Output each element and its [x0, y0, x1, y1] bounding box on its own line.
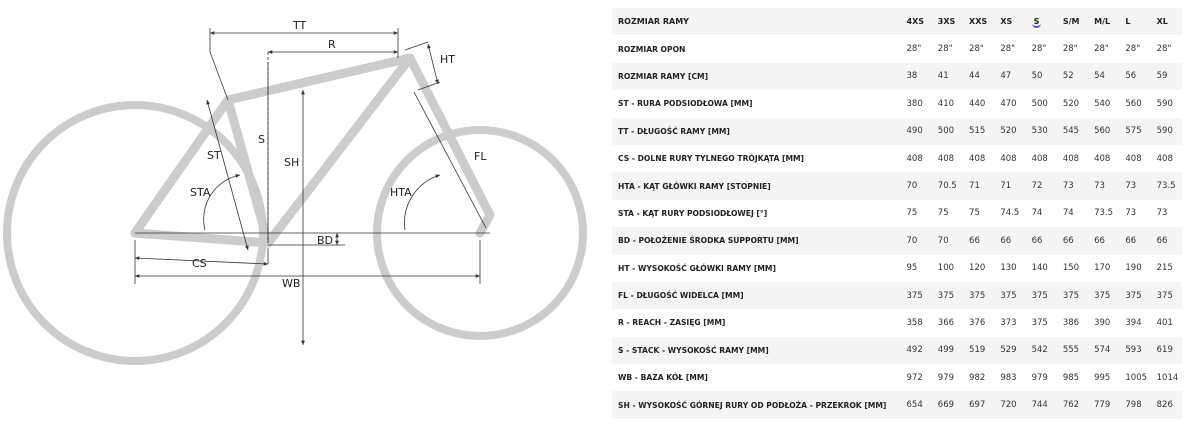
row-label: WB - BAZA KÓŁ [MM]	[612, 364, 901, 391]
label-ht: HT	[440, 53, 455, 66]
table-cell: 66	[1088, 227, 1119, 254]
label-bd: BD	[317, 234, 334, 247]
table-cell: 375	[932, 282, 963, 309]
table-row	[612, 172, 1182, 199]
table-cell: 215	[1151, 255, 1182, 282]
table-cell: 654	[901, 391, 932, 418]
table-cell: 73	[1119, 172, 1150, 199]
table-cell: 73	[1057, 172, 1088, 199]
table-cell: 74	[1026, 200, 1057, 227]
table-cell: 54	[1088, 63, 1119, 90]
table-cell: 520	[1057, 90, 1088, 117]
table-cell: 492	[901, 337, 932, 364]
row-label: CS - DOLNE RURY TYLNEGO TRÓJKĄTA [MM]	[612, 145, 901, 172]
label-r: R	[328, 38, 336, 51]
bike-frame	[135, 58, 490, 243]
table-cell: 75	[901, 200, 932, 227]
row-label: ROZMIAR OPON	[612, 35, 901, 62]
table-row	[612, 200, 1182, 227]
table-cell: 375	[1088, 282, 1119, 309]
row-label: BD - POŁOŻENIE ŚRODKA SUPPORTU [MM]	[612, 227, 901, 254]
size-tab-label: L	[1125, 17, 1131, 27]
table-cell: 555	[1057, 337, 1088, 364]
size-tab-label: M/L	[1094, 17, 1111, 27]
row-label: SH - WYSOKOŚĆ GÓRNEJ RURY OD PODŁOŻA - PRZEKROK [MM]	[612, 391, 901, 418]
table-cell: 779	[1088, 391, 1119, 418]
row-label: S - STACK - WYSOKOŚĆ RAMY [MM]	[612, 337, 901, 364]
table-cell: 56	[1119, 63, 1150, 90]
table-cell: 375	[1057, 282, 1088, 309]
table-cell: 520	[994, 118, 1025, 145]
table-cell: 70.5	[932, 172, 963, 199]
table-cell: 140	[1026, 255, 1057, 282]
table-cell: 470	[994, 90, 1025, 117]
table-cell: 52	[1057, 63, 1088, 90]
table-cell: 375	[1026, 309, 1057, 336]
row-label: ST - RURA PODSIODŁOWA [MM]	[612, 90, 901, 117]
table-cell: 73.5	[1151, 172, 1182, 199]
table-cell: 408	[1057, 145, 1088, 172]
table-cell: 408	[994, 145, 1025, 172]
table-cell: 490	[901, 118, 932, 145]
table-cell: 519	[963, 337, 994, 364]
table-cell: 515	[963, 118, 994, 145]
table-cell: 28"	[963, 35, 994, 62]
size-tab-label: S/M	[1062, 17, 1080, 27]
header-label: ROZMIAR RAMY	[612, 8, 901, 35]
table-cell: 28"	[932, 35, 963, 62]
table-cell: 73	[1088, 172, 1119, 199]
table-cell: 100	[932, 255, 963, 282]
table-cell: 28"	[901, 35, 932, 62]
table-cell: 47	[994, 63, 1025, 90]
table-row	[612, 255, 1182, 282]
table-cell: 59	[1151, 63, 1182, 90]
table-cell: 375	[1151, 282, 1182, 309]
table-cell: 574	[1088, 337, 1119, 364]
row-label: FL - DŁUGOŚĆ WIDELCA [MM]	[612, 282, 901, 309]
table-row	[612, 337, 1182, 364]
table-cell: 375	[901, 282, 932, 309]
table-cell: 375	[963, 282, 994, 309]
row-label: HTA - KĄT GŁÓWKI RAMY [STOPNIE]	[612, 172, 901, 199]
table-cell: 744	[1026, 391, 1057, 418]
table-row	[612, 90, 1182, 117]
table-cell: 66	[1119, 227, 1150, 254]
geometry-table	[612, 8, 1182, 419]
size-tab-s-m[interactable]	[1057, 8, 1088, 35]
table-cell: 697	[963, 391, 994, 418]
table-cell: 28"	[1026, 35, 1057, 62]
label-hta: HTA	[390, 186, 412, 199]
table-cell: 440	[963, 90, 994, 117]
table-cell: 41	[932, 63, 963, 90]
table-cell: 669	[932, 391, 963, 418]
table-cell: 394	[1119, 309, 1150, 336]
table-cell: 66	[1057, 227, 1088, 254]
table-cell: 66	[1151, 227, 1182, 254]
size-tab-s[interactable]	[1026, 8, 1057, 35]
size-tab-l[interactable]	[1119, 8, 1150, 35]
table-cell: 66	[963, 227, 994, 254]
table-cell: 590	[1151, 118, 1182, 145]
table-cell: 500	[1026, 90, 1057, 117]
table-cell: 1005	[1119, 364, 1150, 391]
table-cell: 50	[1026, 63, 1057, 90]
table-cell: 762	[1057, 391, 1088, 418]
size-tab-3xs[interactable]	[932, 8, 963, 35]
row-label: HT - WYSOKOŚĆ GŁÓWKI RAMY [MM]	[612, 255, 901, 282]
table-row	[612, 145, 1182, 172]
table-cell: 70	[932, 227, 963, 254]
table-row	[612, 282, 1182, 309]
table-cell: 150	[1057, 255, 1088, 282]
table-cell: 66	[994, 227, 1025, 254]
table-cell: 560	[1088, 118, 1119, 145]
table-cell: 28"	[1119, 35, 1150, 62]
row-label: ROZMIAR RAMY [CM]	[612, 63, 901, 90]
table-cell: 74	[1057, 200, 1088, 227]
table-cell: 74.5	[994, 200, 1025, 227]
table-row	[612, 118, 1182, 145]
table-cell: 28"	[1057, 35, 1088, 62]
table-cell: 386	[1057, 309, 1088, 336]
size-tab-label: S	[1033, 17, 1040, 27]
table-cell: 28"	[994, 35, 1025, 62]
table-cell: 408	[1119, 145, 1150, 172]
table-cell: 70	[901, 172, 932, 199]
label-sh: SH	[284, 156, 300, 169]
table-row	[612, 391, 1182, 418]
table-cell: 375	[1026, 282, 1057, 309]
size-tab-4xs[interactable]	[901, 8, 932, 35]
table-cell: 28"	[1151, 35, 1182, 62]
table-row	[612, 35, 1182, 62]
table-cell: 410	[932, 90, 963, 117]
table-cell: 575	[1119, 118, 1150, 145]
table-cell: 190	[1119, 255, 1150, 282]
label-wb: WB	[282, 277, 301, 290]
table-cell: 375	[994, 282, 1025, 309]
table-row	[612, 227, 1182, 254]
row-label: R - REACH - ZASIĘG [MM]	[612, 309, 901, 336]
table-cell: 73.5	[1088, 200, 1119, 227]
table-cell: 619	[1151, 337, 1182, 364]
table-cell: 972	[901, 364, 932, 391]
size-tab-xl[interactable]	[1151, 8, 1182, 35]
label-tt: TT	[293, 19, 307, 32]
table-cell: 73	[1119, 200, 1150, 227]
table-cell: 73	[1151, 200, 1182, 227]
table-cell: 408	[1026, 145, 1057, 172]
label-st: ST	[207, 149, 221, 162]
table-header-row	[612, 8, 1182, 35]
table-cell: 44	[963, 63, 994, 90]
table-cell: 979	[1026, 364, 1057, 391]
table-row	[612, 63, 1182, 90]
table-cell: 720	[994, 391, 1025, 418]
size-tab-label: 3XS	[937, 17, 956, 27]
size-tab-xs[interactable]	[994, 8, 1025, 35]
table-cell: 170	[1088, 255, 1119, 282]
table-cell: 380	[901, 90, 932, 117]
table-cell: 75	[963, 200, 994, 227]
label-sta: STA	[190, 186, 211, 199]
table-cell: 826	[1151, 391, 1182, 418]
table-cell: 545	[1057, 118, 1088, 145]
table-cell: 71	[994, 172, 1025, 199]
table-cell: 38	[901, 63, 932, 90]
table-cell: 408	[963, 145, 994, 172]
table-cell: 75	[932, 200, 963, 227]
label-cs: CS	[192, 257, 207, 270]
table-cell: 70	[901, 227, 932, 254]
table-cell: 408	[1151, 145, 1182, 172]
table-cell: 982	[963, 364, 994, 391]
table-cell: 373	[994, 309, 1025, 336]
table-cell: 408	[1088, 145, 1119, 172]
table-cell: 72	[1026, 172, 1057, 199]
table-cell: 71	[963, 172, 994, 199]
table-cell: 408	[901, 145, 932, 172]
table-cell: 529	[994, 337, 1025, 364]
table-cell: 95	[901, 255, 932, 282]
size-tab-m-l[interactable]	[1088, 8, 1119, 35]
table-cell: 1014	[1151, 364, 1182, 391]
table-cell: 130	[994, 255, 1025, 282]
table-cell: 985	[1057, 364, 1088, 391]
table-cell: 66	[1026, 227, 1057, 254]
table-cell: 358	[901, 309, 932, 336]
table-cell: 499	[932, 337, 963, 364]
table-cell: 798	[1119, 391, 1150, 418]
label-fl: FL	[474, 150, 487, 163]
table-cell: 366	[932, 309, 963, 336]
table-cell: 28"	[1088, 35, 1119, 62]
size-tab-label: XS	[1000, 17, 1013, 27]
table-cell: 540	[1088, 90, 1119, 117]
table-row	[612, 309, 1182, 336]
table-cell: 530	[1026, 118, 1057, 145]
table-cell: 376	[963, 309, 994, 336]
table-cell: 995	[1088, 364, 1119, 391]
table-cell: 593	[1119, 337, 1150, 364]
table-row	[612, 364, 1182, 391]
table-cell: 542	[1026, 337, 1057, 364]
table-cell: 590	[1151, 90, 1182, 117]
table-cell: 983	[994, 364, 1025, 391]
size-tab-label: XL	[1156, 17, 1168, 27]
table-cell: 401	[1151, 309, 1182, 336]
table-cell: 979	[932, 364, 963, 391]
table-cell: 560	[1119, 90, 1150, 117]
size-tab-label: 4XS	[906, 17, 925, 27]
table-cell: 408	[932, 145, 963, 172]
table-cell: 120	[963, 255, 994, 282]
row-label: STA - KĄT RURY PODSIODŁOWEJ [°]	[612, 200, 901, 227]
row-label: TT - DŁUGOŚĆ RAMY [MM]	[612, 118, 901, 145]
size-tab-xxs[interactable]	[963, 8, 994, 35]
table-cell: 500	[932, 118, 963, 145]
size-tab-label: XXS	[969, 17, 988, 27]
label-s: S	[258, 133, 265, 146]
table-cell: 375	[1119, 282, 1150, 309]
table-cell: 390	[1088, 309, 1119, 336]
